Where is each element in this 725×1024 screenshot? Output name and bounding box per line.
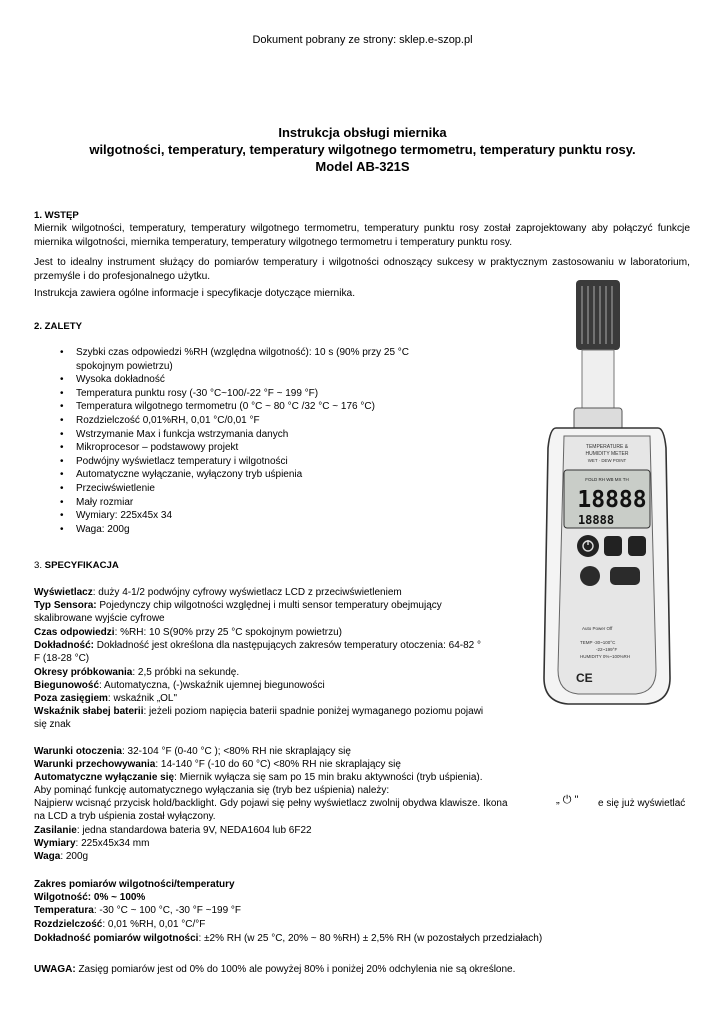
spec-autooff-l3: Najpierw wcisnąć przycisk hold/backlight. Gdy pojawi się pełny wyświetlacz zwolnij obydwa klawisze. Ikona	[34, 798, 508, 809]
title-line-2: wilgotności, temperatury, temperatury wilgotnego termometru, temperatury punktu rosy.	[89, 142, 636, 157]
range-resolution	[34, 918, 205, 932]
section-1-heading: 1. WSTĘP	[34, 210, 79, 221]
autopower-label: Auto Power Off	[582, 626, 613, 631]
list-item: • Wstrzymanie Max i funkcja wstrzymania danych	[34, 428, 474, 442]
list-item: • Temperatura wilgotnego termometru (0 °C ~ 80 °C /32 °C ~ 176 °C)	[34, 400, 474, 414]
spec-label: Rozdzielczość	[34, 919, 103, 930]
spec-value: Dokładność jest określona dla następujących zakresów temperatury otoczenia: 64-82 °	[94, 640, 481, 651]
note	[34, 963, 515, 977]
list-item: • Szybki czas odpowiedzi %RH (względna wilgotność): 10 s (90% przy 25 °C spokojnym powietrzu)	[34, 346, 474, 373]
section-3-title: SPECYFIKACJA	[44, 560, 119, 571]
title-line-3: Model AB-321S	[315, 159, 410, 174]
spec-polarity	[34, 679, 325, 693]
spec-label: Biegunowość	[34, 680, 100, 691]
spec-value: : -30 °C ~ 100 °C, -30 °F ~199 °F	[93, 905, 242, 916]
device-label-1: TEMPERATURE &	[585, 444, 629, 450]
device-label-3: WET · DEW POINT	[587, 458, 627, 463]
lcd-sub-digits: 18888	[577, 513, 615, 527]
advantages-list	[34, 346, 474, 536]
spec-accuracy	[34, 639, 481, 653]
spec-label: Wyświetlacz	[34, 587, 93, 598]
spec-value: : 2,5 próbki na sekundę.	[132, 667, 240, 678]
list-item: • Wymiary: 225x45x 34	[34, 509, 474, 523]
spec-value: : ±2% RH (w 25 °C, 20% ~ 80 %RH) ± 2,5% RH (w pozostałych przedziałach)	[198, 933, 543, 944]
spec-label: Warunki przechowywania	[34, 759, 156, 770]
range-humidity-text: Wilgotność: 0% ~ 100%	[34, 892, 146, 903]
power-button[interactable]	[577, 535, 599, 557]
spec-display	[34, 586, 402, 600]
spec-autooff	[34, 771, 483, 785]
range-temperature	[34, 904, 241, 918]
spec-value: : wskaźnik „OL"	[107, 693, 178, 704]
spec-label: Zasilanie	[34, 825, 77, 836]
spec-overrange	[34, 692, 177, 706]
range-heading-text: Zakres pomiarów wilgotności/temperatury	[34, 879, 235, 890]
spec-response	[34, 626, 342, 640]
note-text: Zasięg pomiarów jest od 0% do 100% ale powyżej 80% i poniżej 20% odchylenia nie są określone.	[75, 964, 516, 975]
list-item: • Wysoka dokładność	[34, 373, 474, 387]
lcd-indicators: FOLD RH WB MX TH	[585, 477, 629, 482]
spec-label: Wskaźnik słabej baterii	[34, 706, 144, 717]
probe-icon	[574, 280, 622, 434]
section-1-p1: Miernik wilgotności, temperatury, temperatury wilgotnego termometru, temperatury punktu rosy został zaprojektowany aby połączyć funkcje miernika wilgotności, miernika temperatury, temperatury wilgotnego termometru i temperatury punktu rosy.	[34, 223, 690, 248]
spec-sampling	[34, 666, 239, 680]
spec-value: : 32-104 °F (0-40 °C ); <80% RH nie skraplający się	[121, 746, 351, 757]
spec-operating	[34, 745, 351, 759]
spec-value: : 0,01 %RH, 0,01 °C/°F	[102, 919, 206, 930]
spec-label: Typ Sensora:	[34, 600, 97, 611]
list-item: • Rozdzielczość 0,01%RH, 0,01 °C/0,01 °F	[34, 414, 474, 428]
spec-autooff-l2: Aby pominąć funkcję automatycznego wyłączania się (tryb bez uśpienia) należy:	[34, 785, 390, 796]
spec-value: : duży 4-1/2 podwójny cyfrowy wyświetlacz LCD z przeciwświetleniem	[92, 587, 402, 598]
spec-value: : Automatyczna, (-)wskaźnik ujemnej biegunowości	[99, 680, 325, 691]
ce-mark: CE	[576, 671, 593, 685]
spec-label-3: HUMIDITY 0%~100%RH	[580, 654, 631, 659]
spec-value: : %RH: 10 S(90% przy 25 °C spokojnym powietrzu)	[114, 627, 342, 638]
note-label: UWAGA:	[34, 964, 76, 975]
meter-illustration	[536, 278, 678, 708]
spec-battery-cont: się znak	[34, 719, 71, 730]
list-item: • Mały rozmiar	[34, 496, 474, 510]
spec-accuracy-cont: F (18-28 °C)	[34, 653, 90, 664]
spec-storage	[34, 758, 401, 772]
list-item: • Mikroprocesor – podstawowy projekt	[34, 441, 474, 455]
spec-label-1: TEMP -30~100°C	[580, 640, 616, 645]
spec-label-2: -22~199°F	[596, 647, 618, 652]
max-button[interactable]	[610, 567, 640, 585]
spec-label: Warunki otoczenia	[34, 746, 122, 757]
list-item: • Podwójny wyświetlacz temperatury i wilgotności	[34, 455, 474, 469]
spec-label: Poza zasięgiem	[34, 693, 108, 704]
lcd-main-digits: 18888	[577, 487, 647, 513]
spec-value: Pojedynczy chip wilgotności względnej i multi sensor temperatury obejmujący	[96, 600, 442, 611]
section-3-heading	[34, 560, 119, 571]
range-heading	[34, 878, 235, 892]
mode-button[interactable]	[628, 536, 646, 556]
spec-autooff-l4: na LCD a tryb uśpienia został wyłączony.	[34, 811, 216, 822]
spec-power	[34, 824, 312, 838]
spec-label: Dokładność pomiarów wilgotności	[34, 933, 199, 944]
source-header: Dokument pobrany ze strony: sklep.e-szop.pl	[252, 34, 473, 46]
list-item: • Temperatura punktu rosy (-30 °C~100/-22 °F ~ 199 °F)	[34, 387, 474, 401]
spec-label: Wymiary	[34, 838, 76, 849]
spec-weight	[34, 850, 88, 864]
spec-value: : jedna standardowa bateria 9V, NEDA1604 lub 6F22	[76, 825, 312, 836]
section-1-p2: Jest to idealny instrument służący do pomiarów temperatury i wilgotności odnoszący sukcesy w praktycznym zastosowaniu w laboratorium, przemyśle i do profesjonalnego użytku.	[34, 257, 690, 282]
device-label-2: HUMIDITY METER	[585, 451, 629, 457]
spec-sensor-cont: skalibrowane wyjście cyfrowe	[34, 613, 165, 624]
list-item: • Automatyczne wyłączanie, wyłączony tryb uśpienia	[34, 468, 474, 482]
spec-battery	[34, 705, 483, 719]
spec-label: Okresy próbkowania	[34, 667, 133, 678]
hold-button[interactable]	[604, 536, 622, 556]
list-item: • Waga: 200g	[34, 523, 474, 537]
spec-value: : 14-140 °F (-10 do 60 °C) <80% RH nie skraplający się	[155, 759, 401, 770]
spec-value: : 200g	[60, 851, 89, 862]
spec-dimensions	[34, 837, 149, 851]
section-3-number: 3.	[34, 560, 45, 571]
section-2-heading: 2. ZALETY	[34, 321, 82, 332]
spec-label: Dokładność:	[34, 640, 95, 651]
document-title	[0, 124, 725, 175]
spec-value: : Miernik wyłącza się sam po 15 min braku aktywności (tryb uśpienia).	[174, 772, 483, 783]
list-item: • Przeciwświetlenie	[34, 482, 474, 496]
spec-label: Automatyczne wyłączanie się	[34, 772, 175, 783]
title-line-1: Instrukcja obsługi miernika	[278, 125, 447, 140]
spec-value: : jeżeli poziom napięcia baterii spadnie poniżej wymaganego poziomu pojawi	[143, 706, 484, 717]
backlight-button[interactable]	[580, 566, 600, 586]
spec-label: Waga	[34, 851, 61, 862]
spec-sensor	[34, 599, 442, 613]
range-accuracy	[34, 932, 542, 946]
range-humidity	[34, 891, 145, 905]
section-1-p3: Instrukcja zawiera ogólne informacje i specyfikacje dotyczące miernika.	[34, 288, 356, 299]
spec-autooff-l3-end: e się już wyświetlać	[598, 798, 686, 809]
spec-label: Czas odpowiedzi	[34, 627, 115, 638]
spec-label: Temperatura	[34, 905, 94, 916]
power-symbol-icon: „ ⏻ "	[556, 794, 579, 806]
spec-value: : 225x45x34 mm	[75, 838, 150, 849]
